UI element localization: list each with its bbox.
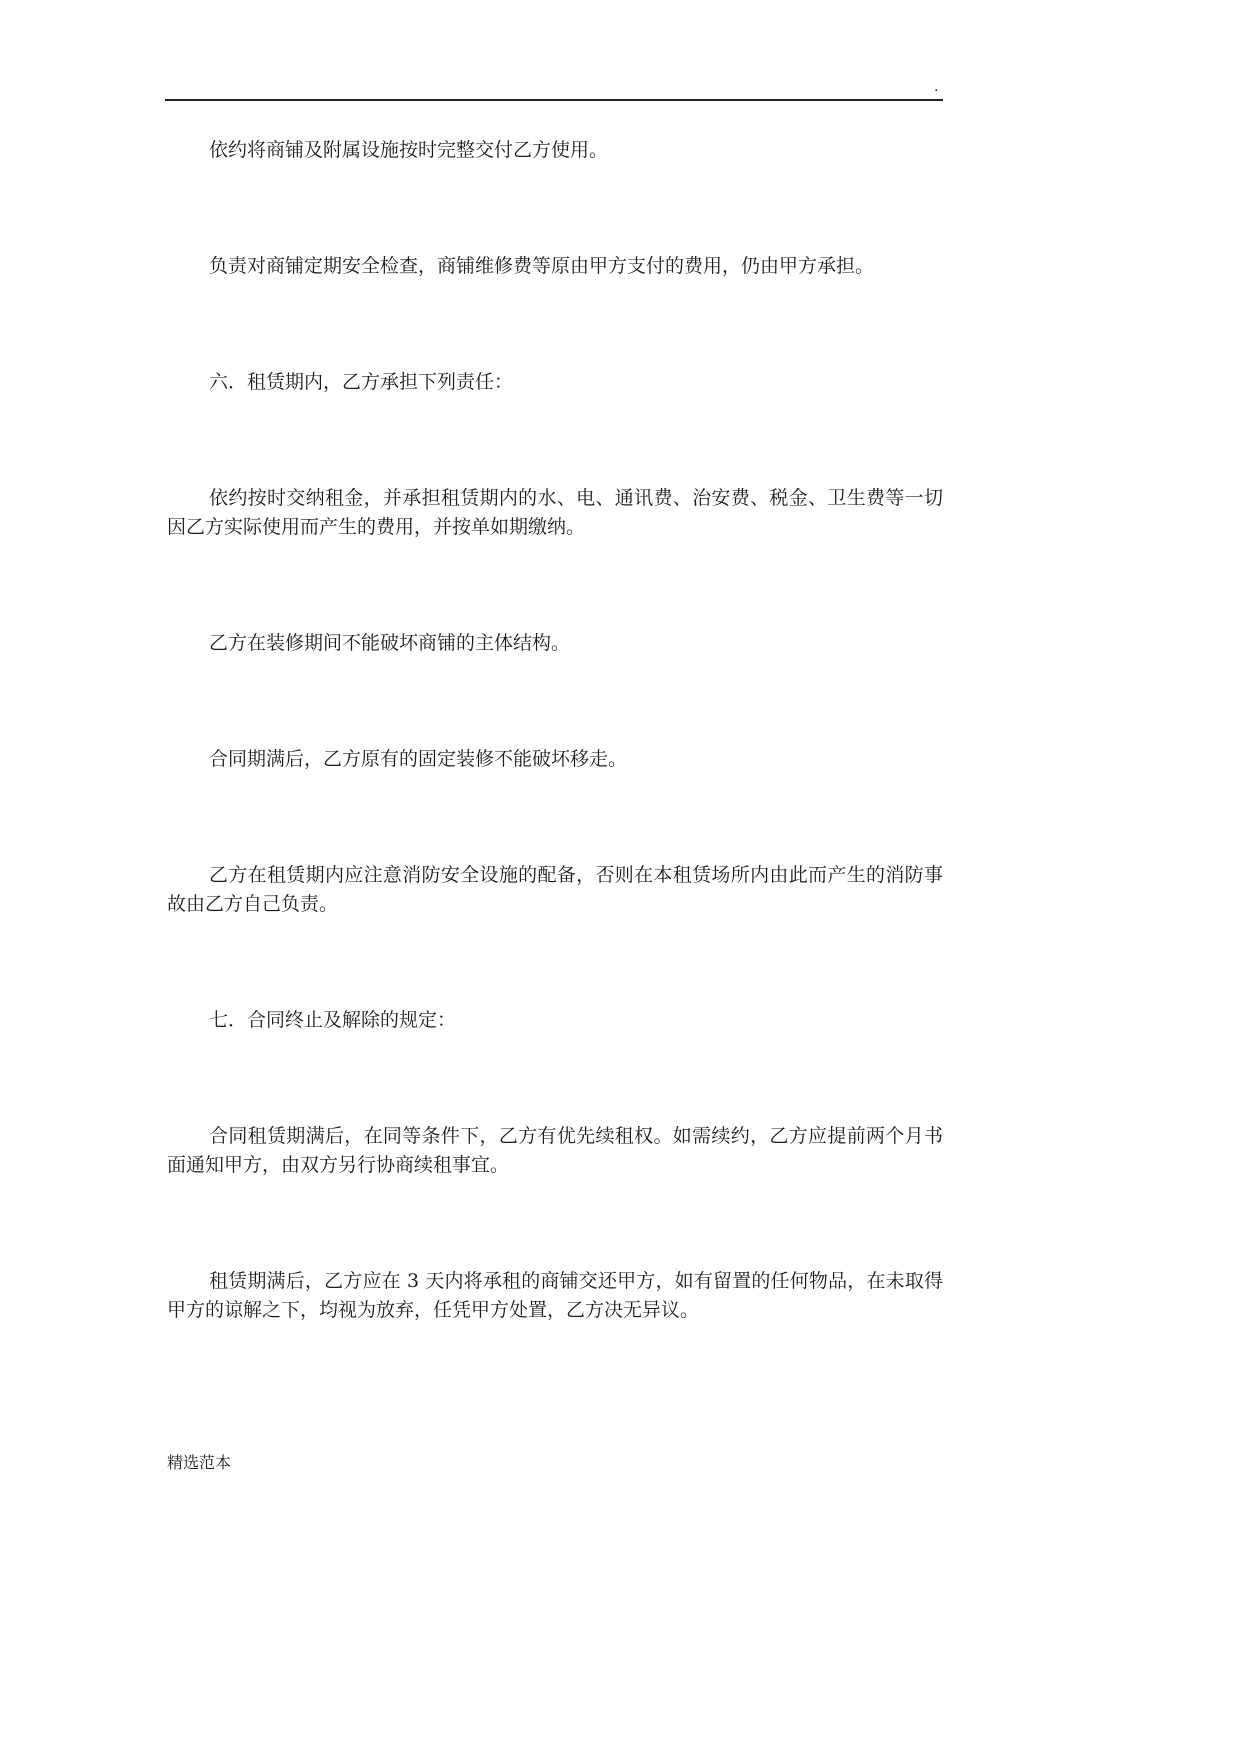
paragraph-rent-and-fees: 依约按时交纳租金，并承担租赁期内的水、电、通讯费、治安费、税金、卫生费等一切因乙方实际使用而产生的费用，并按单如期缴纳。 [167, 487, 943, 538]
paragraph-return-shop: 租赁期满后，乙方应在 3 天内将承租的商铺交还甲方，如有留置的任何物品，在未取得甲方的谅解之下，均视为放弃，任凭甲方处置，乙方决无异议。 [167, 1270, 943, 1321]
paragraph-renewal-priority: 合同租赁期满后，在同等条件下，乙方有优先续租权。如需续约，乙方应提前两个月书面通知甲方，由双方另行协商续租事宜。 [167, 1125, 943, 1176]
section-heading-termination: 七．合同终止及解除的规定： [209, 1009, 457, 1031]
section-heading-tenant-duties: 六．租赁期内，乙方承担下列责任： [209, 371, 514, 393]
header-mark: . [934, 79, 939, 95]
footer-text: 精选范本 [167, 1453, 232, 1472]
paragraph-deliver-shop: 依约将商铺及附属设施按时完整交付乙方使用。 [209, 139, 609, 161]
paragraph-fire-safety: 乙方在租赁期内应注意消防安全设施的配备，否则在本租赁场所内由此而产生的消防事故由乙方自己负责。 [167, 864, 943, 915]
header-rule [165, 99, 943, 101]
paragraph-renovation-structure: 乙方在装修期间不能破坏商铺的主体结构。 [209, 632, 571, 654]
paragraph-fixed-decoration: 合同期满后，乙方原有的固定装修不能破坏移走。 [209, 748, 628, 770]
paragraph-safety-inspection: 负责对商铺定期安全检查，商铺维修费等原由甲方支付的费用，仍由甲方承担。 [209, 255, 875, 277]
